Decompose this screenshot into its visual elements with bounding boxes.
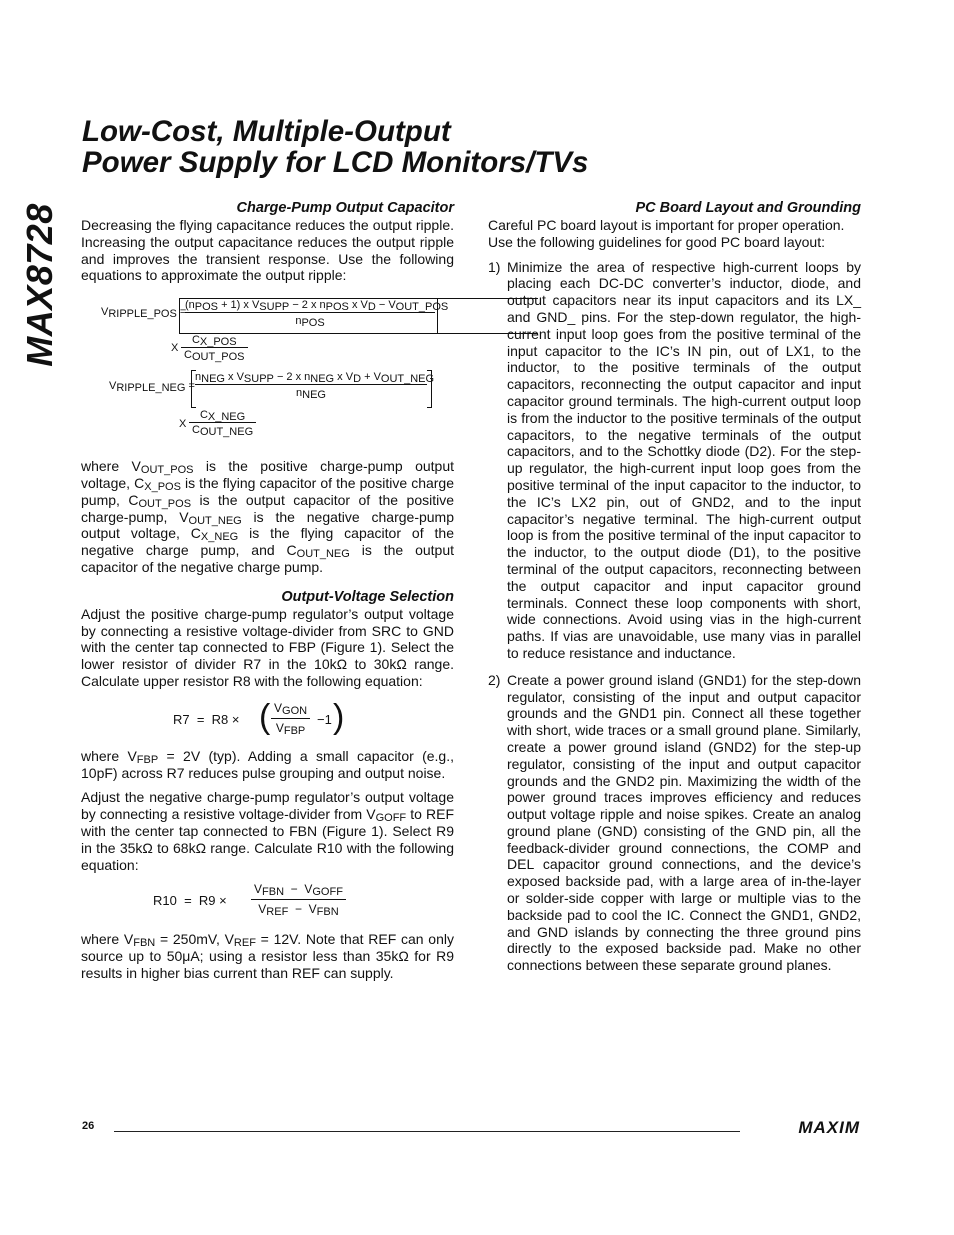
para-pcb-intro: Careful PC board layout is important for proper operation. Use the following guidelines for good PC board layout:: [488, 217, 845, 250]
side-part-number: MAX8728: [19, 203, 60, 367]
ripple-equations: $V_{RIPPLE\_POS}$ = $(n_{POS} + 1)$ x $V_{SUPP} - 2$ x $n_{POS}$ x $V_D - V_{OUT\_POS}$ $n_{POS}$ X $C_{X\_POS}$ $C_{OUT\_POS}$ $V_{RIPPLE\_NEG}$ = $n_{NEG}$ x $V_{SUPP} - 2$ x $n_{NEG}$ x $V_D + V_{OUT\_NEG}$ $n_{NEG}$ X $C_{X\_NEG}$ $C_{OUT\_NEG}$: [81, 298, 454, 444]
page-number: 26: [82, 1120, 95, 1132]
heading-pcb-layout: PC Board Layout and Grounding: [635, 200, 861, 216]
para-negative-output: Adjust the negative charge-pump regulator’s output voltage by connecting a resistive voltage-divider from $V_{GOFF}$ to REF with the center tap connected to FBN (Figure 1). Select R9 in the 35kΩ to 68kΩ range. Calculate R10 with the following equation:: [81, 789, 454, 873]
list-item: 2) Create a power ground island (GND1) for the step-down regulator, consisting of the input and output capacitor grounds and the GND1 pin. Connect all these together with short, wide traces or a small ground plane. Similarly, create a power ground island (GND2) for the step-up regulator, consisting of the input and output capacitor grounds and the GND2 pin. Maximizing the width of the power ground traces improves efficiency and reduces output voltage ripple and noise spikes. Create an analog ground plane (GND) consisting of the GND pin, all the feedback-divider ground connections, the COMP and DEL capacitor ground connections, and the device’s exposed backside pad, with a large area of in-the-layer or solder-side copper with large or multiple vias to the backside pad to cool the IC. Connect the GND1, GND2, and GND islands by connecting the three ground pins directly to the exposed backside pad. Make no other connections between these separate ground planes.: [488, 671, 861, 974]
para-output-voltage: Adjust the positive charge-pump regulator’s output voltage by connecting a resistive voltage-divider from SRC to GND with the center tap connected to FBP (Figure 1). Select the lower resistor of divider R7 in the 10kΩ to 30kΩ range. Calculate upper resistor R8 with the following equation:: [81, 605, 454, 689]
list-item: 1) Minimize the area of respective high-current loops by placing each DC-DC converter’s inductor, diode, and output capacitors near its input capacitors and its LX_ and GND_ pins. For the step-down regulator, the high-current input loop goes from the positive terminal of the input capacitor to the IC’s IN pin, out of LX1, to the inductor, to the positive terminals of the output capacitors, reconnecting the output capacitor and input capacitor ground terminals. The high-current output loop is from the inductor to the positive terminals of the output capacitors, to the negative terminals of the output capacitors, and to the Schottky diode (D2). For the step-up regulator, the high-current input loop goes from the positive terminal of the input capacitor to the inductor, to the IC’s LX2 pin, out of GND2, and to the input capacitor’s negative terminal. The high-current output loop is from the positive terminal of the input capacitor to the inductor, to the output diode (D1), to the positive terminal of the output capacitors, reconnecting between the output capacitor and input capacitor ground terminals. Connect these loop components with short, wide connections. Avoid using vias in the high-current paths. If vias are unavoidable, use many vias in parallel to reduce resistance and inductance.: [488, 258, 861, 661]
para-charge-pump: Decreasing the flying capacitance reduces the output ripple. Increasing the output capacitance reduces the output ripple and improves the transient response. Use the following equations to approximate the output ripple:: [81, 217, 454, 284]
equation-r7: R7 = R8 × ( $V_{GON}$ $V_{FBP}$ −1 ): [173, 697, 345, 737]
heading-charge-pump: Charge-Pump Output Capacitor: [236, 200, 454, 216]
para-vfbp: where $V_{FBP} = 2V$ (typ). Adding a small capacitor (e.g., 10pF) across R7 reduces pulse grouping and output noise.: [81, 747, 454, 781]
para-vfbn: where $V_{FBN} = 250mV$, $V_{REF} = 12V$. Note that REF can only source up to 50μA; using a resistor less than 35kΩ for R9 results in higher bias current than REF can supply.: [81, 931, 454, 981]
left-column: [81, 199, 454, 990]
maxim-logo: MAXIM: [798, 1118, 860, 1137]
right-column: [488, 199, 861, 984]
page-footer: [82, 1118, 860, 1137]
para-definitions: where $V_{OUT\_POS}$ is the positive charge-pump output voltage, $C_{X\_POS}$ is the flying capacitor of the positive charge pump, $C_{OUT\_POS}$ is the output capacitor of the positive charge-pump, $V_{OUT\_NEG}$ is the negative charge-pump output voltage, $C_{X\_NEG}$ is the flying capacitor of the negative charge pump, and $C_{OUT\_NEG}$ is the output capacitor of the negative charge pump.: [81, 458, 455, 575]
footer-rule: [114, 1131, 740, 1132]
page-title: Low-Cost, Multiple-Output Power Supply for LCD Monitors/TVs: [82, 115, 589, 179]
guideline-list: [488, 259, 861, 974]
equation-r10: R10 = R9 × $V_{FBN} - V_{GOFF}$ $V_{REF} - V_{FBN}$: [81, 881, 454, 925]
heading-output-voltage: Output-Voltage Selection: [281, 588, 454, 605]
